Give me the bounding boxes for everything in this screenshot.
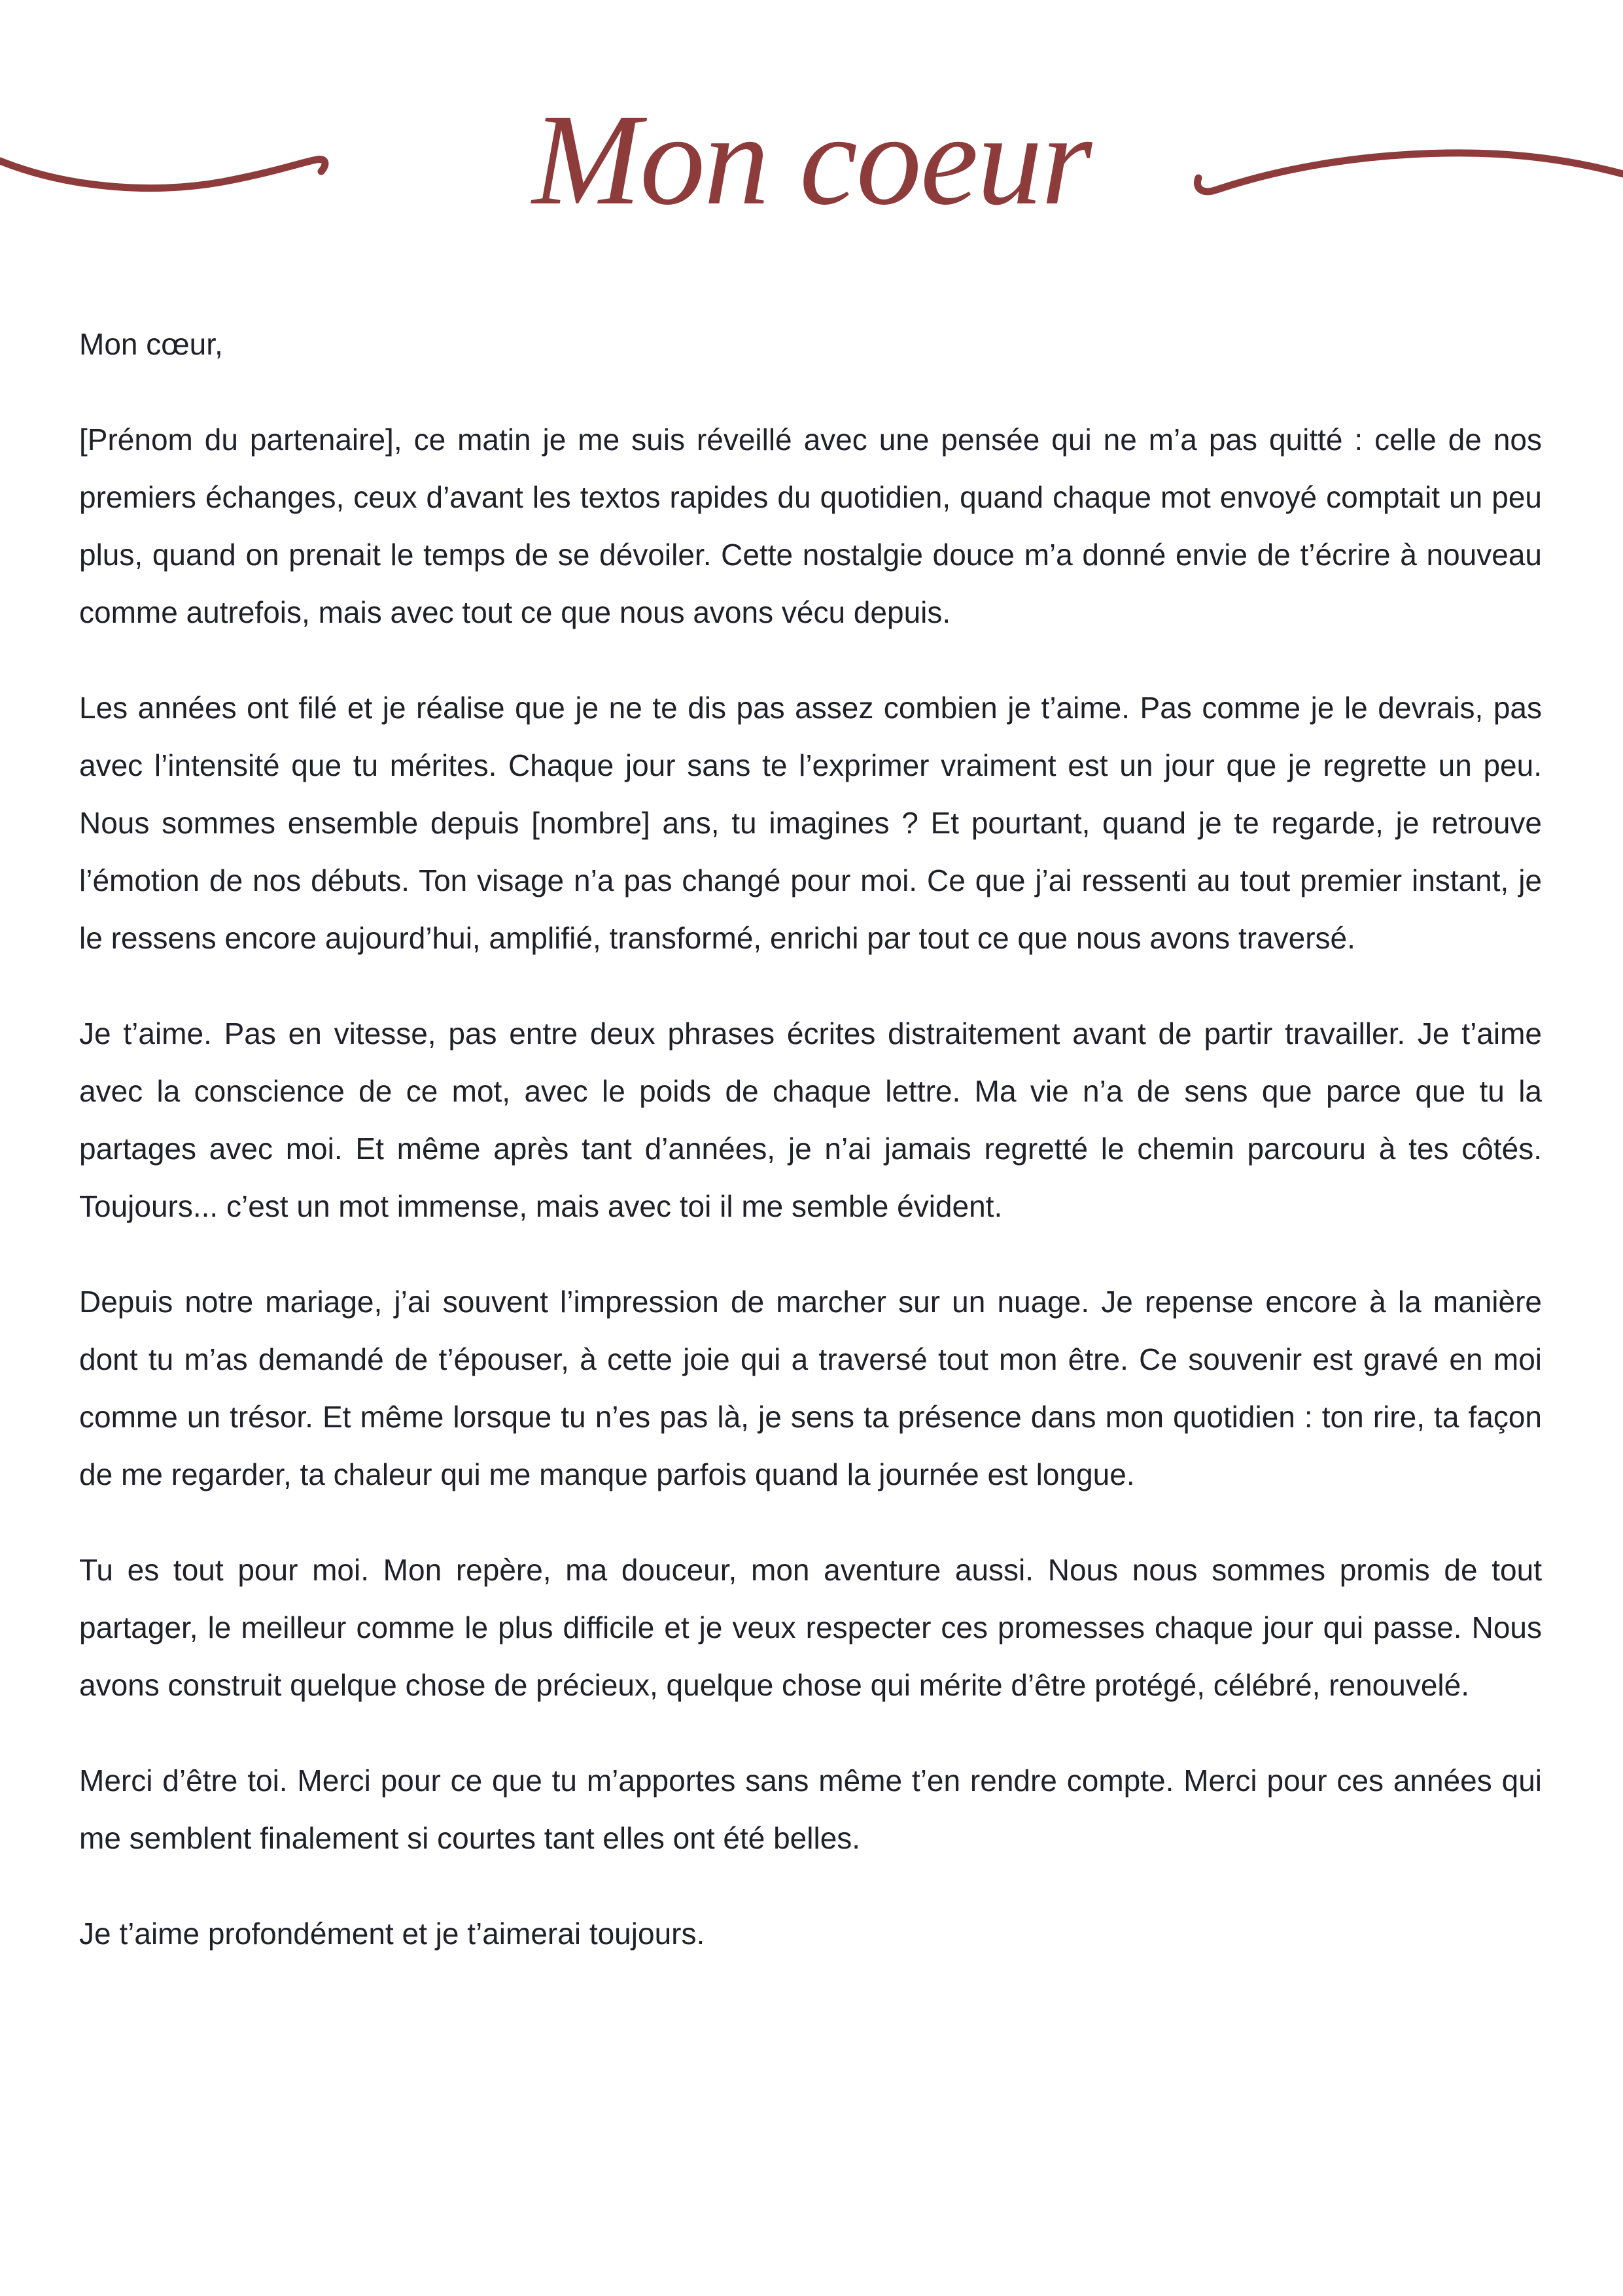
letter-body xyxy=(0,307,1623,1962)
header xyxy=(0,0,1623,307)
letter-paragraph: Tu es tout pour moi. Mon repère, ma douceur, mon aventure aussi. Nous nous sommes promis de tout partager, le meilleur comme le plus difficile et je veux respecter ces promesses chaque jour qui passe. Nous avons construit quelque chose de précieux, quelque chose qui mérite d’être protégé, célébré, renouvelé. xyxy=(79,1553,1542,1702)
letter-paragraph: Merci d’être toi. Merci pour ce que tu m’apportes sans même t’en rendre compte. Merci pour ces années qui me semblent finalement si courtes tant elles ont été belles. xyxy=(79,1764,1542,1855)
page-title: Mon coeur xyxy=(532,88,1091,232)
flourish-right-icon xyxy=(1188,144,1623,196)
letter-paragraph: Les années ont filé et je réalise que je ne te dis pas assez combien je t’aime. Pas comme je le devrais, pas avec l’intensité que tu mérites. Chaque jour sans te l’exprimer vraiment est un jour que je regrette un peu. Nous sommes ensemble depuis [nombre] ans, tu imagines ? Et pourtant, quand je te regarde, je retrouve l’émotion de nos débuts. Ton visage n’a pas changé pour moi. Ce que j’ai ressenti au tout premier instant, je le ressens encore aujourd’hui, amplifié, transformé, enrichi par tout ce que nous avons traversé. xyxy=(79,691,1542,955)
letter-paragraph: Depuis notre mariage, j’ai souvent l’impression de marcher sur un nuage. Je repense encore à la manière dont tu m’as demandé de t’épouser, à cette joie qui a traversé tout mon être. Ce souvenir est gravé en moi comme un trésor. Et même lorsque tu n’es pas là, je sens ta présence dans mon quotidien : ton rire, ta façon de me regarder, ta chaleur qui me manque parfois quand la journée est longue. xyxy=(79,1285,1542,1491)
letter-paragraph: Je t’aime. Pas en vitesse, pas entre deux phrases écrites distraitement avant de partir travailler. Je t’aime avec la conscience de ce mot, avec le poids de chaque lettre. Ma vie n’a de sens que parce que tu la partages avec moi. Et même après tant d’années, je n’ai jamais regretté le chemin parcouru à tes côtés. Toujours... c’est un mot immense, mais avec toi il me semble évident. xyxy=(79,1017,1542,1223)
letter-salutation: Mon cœur, xyxy=(79,327,223,361)
letter-closing: Je t’aime profondément et je t’aimerai toujours. xyxy=(79,1917,705,1951)
letter-paragraph: [Prénom du partenaire], ce matin je me suis réveillé avec une pensée qui ne m’a pas quitté : celle de nos premiers échanges, ceux d’avant les textos rapides du quotidien, quand chaque mot envoyé comptait un peu plus, quand on prenait le temps de se dévoiler. Cette nostalgie douce m’a donné envie de t’écrire à nouveau comme autrefois, mais avec tout ce que nous avons vécu depuis. xyxy=(79,423,1542,629)
